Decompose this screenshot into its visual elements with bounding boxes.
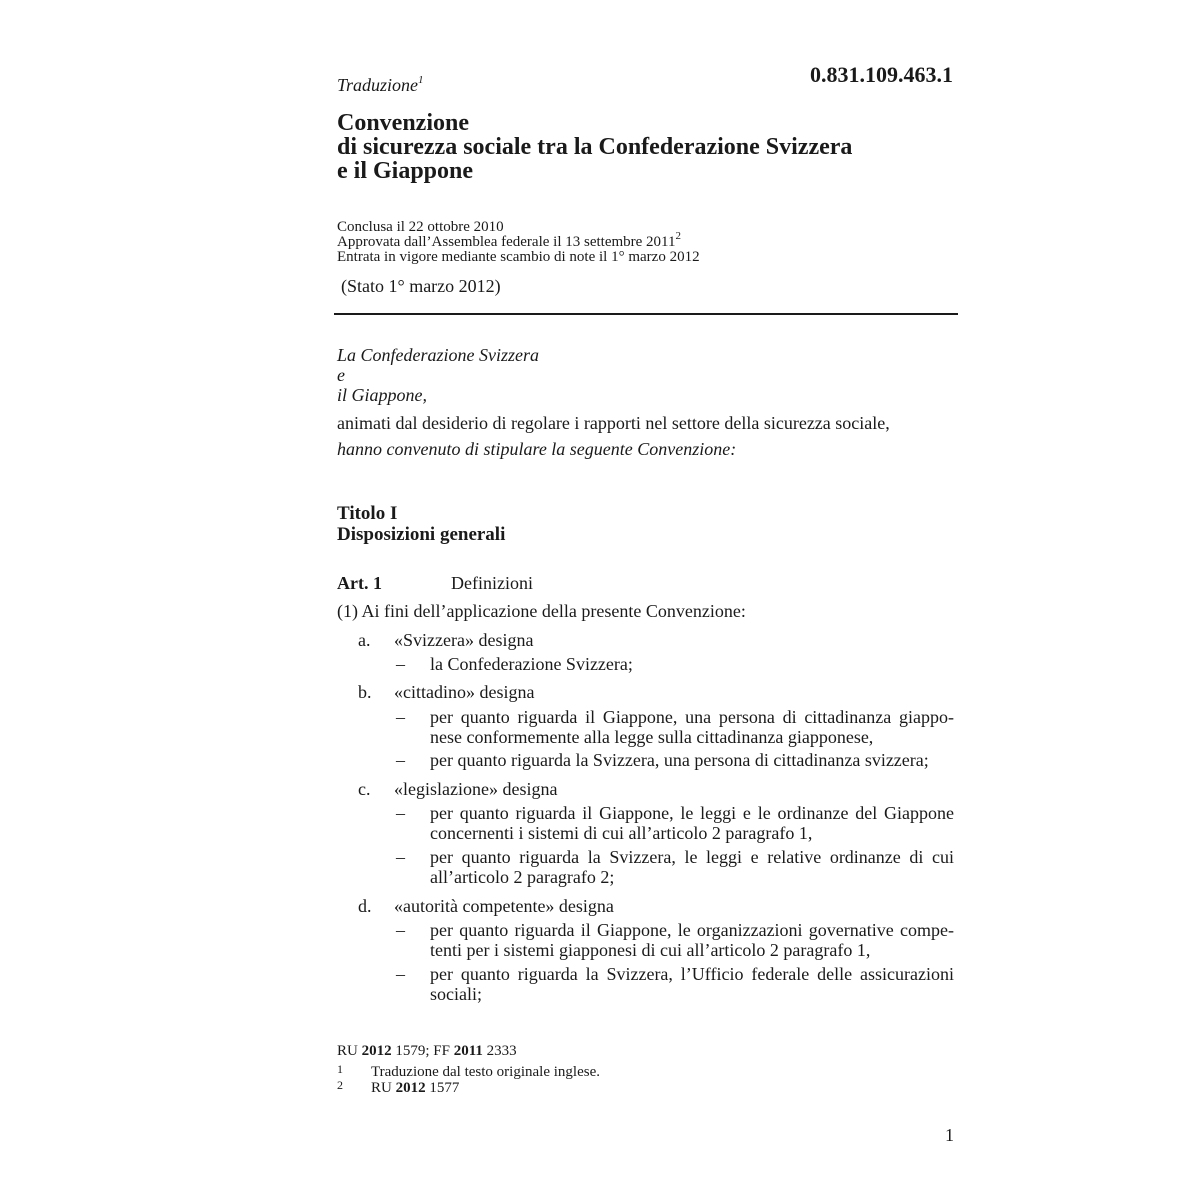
item-sub-d-2a: per quanto riguarda la Svizzera, l’Ufficio federale delle assicurazioni — [430, 964, 954, 984]
item-letter-b: b. — [358, 682, 372, 702]
item-sub-c-2a: per quanto riguarda la Svizzera, le leggi e relative ordinanze di cui — [430, 847, 954, 867]
official-references: RU 2012 1579; FF 2011 2333 — [337, 1043, 517, 1059]
footnote-text-2: RU 2012 1577 — [371, 1080, 460, 1096]
item-sub-d-2b: sociali; — [430, 984, 482, 1004]
footnote-text-1: Traduzione dal testo originale inglese. — [371, 1064, 600, 1080]
item-term-d: «autorità competente» designa — [394, 896, 614, 916]
article-paragraph-1: (1) Ai fini dell’applicazione della presente Convenzione: — [337, 601, 746, 621]
item-sub-d-1b: tenti per i sistemi giapponesi di cui all’articolo 2 paragrafo 1, — [430, 940, 871, 960]
title-line-2: di sicurezza sociale tra la Confederazione Svizzera — [337, 134, 853, 160]
item-term-c: «legislazione» designa — [394, 779, 558, 799]
dash: – — [396, 654, 405, 674]
horizontal-rule — [334, 313, 958, 315]
party-and: e — [337, 365, 345, 385]
article-header — [337, 572, 382, 594]
article-number: Art. 1 — [337, 573, 382, 593]
concluded-date: Conclusa il 22 ottobre 2010 — [337, 219, 504, 235]
item-sub-b-2: per quanto riguarda la Svizzera, una persona di cittadinanza svizzera; — [430, 750, 929, 770]
meta-block — [337, 220, 700, 265]
item-sub-b-1a: per quanto riguarda il Giappone, una persona di cittadinanza giappo- — [430, 707, 954, 727]
title-line-1: Convenzione — [337, 110, 469, 136]
preamble-parties — [337, 345, 539, 405]
footnote-number-1: 1 — [337, 1062, 343, 1076]
section-number: Titolo I — [337, 503, 398, 524]
dash: – — [396, 920, 405, 940]
item-sub-c-1b: concernenti i sistemi di cui all’articolo 2 paragrafo 1, — [430, 823, 813, 843]
party-switzerland: La Confederazione Svizzera — [337, 345, 539, 365]
page-number: 1 — [945, 1125, 954, 1145]
approved-date: Approvata dall’Assemblea federale il 13 settembre 2011$^2$ — [337, 230, 681, 250]
section-title: Disposizioni generali — [337, 524, 506, 545]
party-japan: il Giappone, — [337, 385, 427, 405]
dash: – — [396, 707, 405, 727]
item-letter-d: d. — [358, 896, 372, 916]
dash: – — [396, 964, 405, 984]
item-sub-c-1a: per quanto riguarda il Giappone, le leggi e le ordinanze del Giappone — [430, 803, 954, 823]
sr-number: 0.831.109.463.1 — [810, 62, 953, 87]
item-letter-c: c. — [358, 779, 371, 799]
section-heading — [337, 503, 505, 545]
preamble-motive: animati dal desiderio di regolare i rapporti nel settore della sicurezza sociale, — [337, 413, 890, 433]
document-title — [337, 111, 852, 183]
dash: – — [396, 750, 405, 770]
item-sub-c-2b: all’articolo 2 paragrafo 2; — [430, 867, 615, 887]
translation-label: Traduzione$^1$ — [337, 74, 424, 95]
item-term-a: «Svizzera» designa — [394, 630, 534, 650]
status-date: (Stato 1° marzo 2012) — [341, 276, 501, 296]
footnote-ref-2[interactable]: 2 — [675, 230, 681, 242]
article-heading: Definizioni — [451, 573, 533, 593]
dash: – — [396, 803, 405, 823]
footnote-ref-1[interactable]: 1 — [418, 74, 424, 86]
item-term-b: «cittadino» designa — [394, 682, 535, 702]
dash: – — [396, 847, 405, 867]
in-force-date: Entrata in vigore mediante scambio di note il 1° marzo 2012 — [337, 249, 700, 265]
item-sub-b-1b: nese conformemente alla legge sulla cittadinanza giapponese, — [430, 727, 874, 747]
title-line-3: e il Giappone — [337, 158, 474, 184]
preamble-agreed: hanno convenuto di stipulare la seguente Convenzione: — [337, 439, 737, 459]
item-sub-d-1a: per quanto riguarda il Giappone, le organizzazioni governative compe- — [430, 920, 954, 940]
footnote-number-2: 2 — [337, 1078, 343, 1092]
item-letter-a: a. — [358, 630, 371, 650]
item-sub-a-1: la Confederazione Svizzera; — [430, 654, 633, 674]
